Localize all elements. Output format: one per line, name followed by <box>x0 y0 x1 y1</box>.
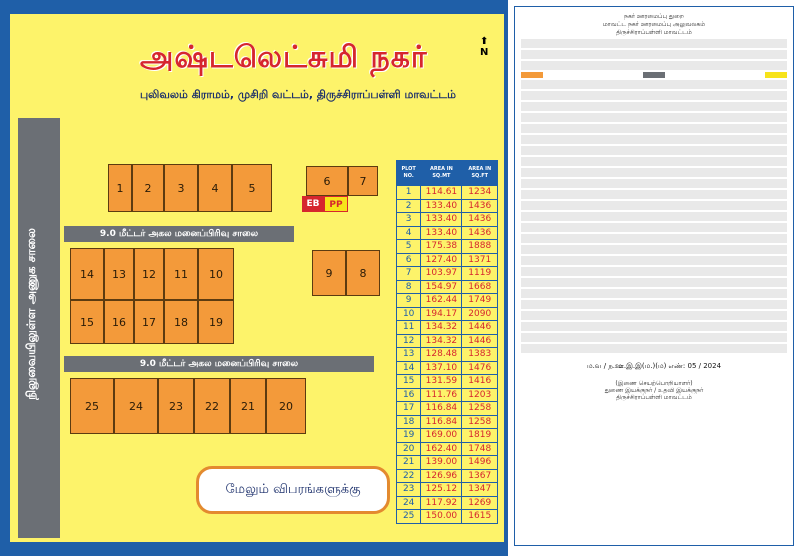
legend-row <box>521 72 787 78</box>
more-info-box <box>196 466 390 514</box>
sqmt-cell: 125.12 <box>421 483 462 497</box>
sqmt-cell: 194.17 <box>421 307 462 321</box>
internal-road-1: 9.0 மீட்டர் அகல மனைப்பிரிவு சாலை <box>64 226 294 242</box>
table-header-plot: PLOT NO. <box>397 161 421 186</box>
plot-number: 20 <box>279 399 293 413</box>
table-row <box>397 348 498 362</box>
sqft-cell: 1436 <box>462 226 498 240</box>
sqft-cell: 1436 <box>462 199 498 213</box>
plot-number: 13 <box>112 267 126 281</box>
text-line <box>521 168 787 177</box>
sqft-cell: 1748 <box>462 442 498 456</box>
plot[interactable] <box>132 164 164 212</box>
text-line <box>521 80 787 89</box>
plot-no-cell: 3 <box>397 213 421 227</box>
table-row <box>397 496 498 510</box>
text-line <box>521 113 787 122</box>
text-line <box>521 61 787 70</box>
sqmt-cell: 117.92 <box>421 496 462 510</box>
plot[interactable] <box>312 250 346 296</box>
table-row <box>397 186 498 200</box>
plan-subtitle: புலிவலம் கிராமம், முசிறி வட்டம், திருச்சிராப்பள்ளி மாவட்டம் <box>140 88 457 101</box>
plot-number: 23 <box>169 399 183 413</box>
table-row <box>397 375 498 389</box>
plot-number: 18 <box>174 315 188 329</box>
plot-no-cell: 8 <box>397 280 421 294</box>
dept-header-2: மாவட்ட நகர் ஊரமைப்பு அலுவலகம் <box>602 21 706 28</box>
table-row <box>397 361 498 375</box>
text-line <box>521 256 787 265</box>
plot[interactable] <box>70 300 104 344</box>
plot[interactable] <box>158 378 194 434</box>
text-line <box>521 179 787 188</box>
plot-number: 12 <box>142 267 156 281</box>
plot[interactable] <box>134 248 164 300</box>
sqft-cell: 1446 <box>462 321 498 335</box>
plot[interactable] <box>198 164 232 212</box>
sqft-cell: 1203 <box>462 388 498 402</box>
plot[interactable] <box>198 300 234 344</box>
plot-number: 21 <box>241 399 255 413</box>
plot[interactable] <box>346 250 380 296</box>
text-line <box>521 91 787 100</box>
text-line <box>521 267 787 276</box>
park-swatch <box>765 72 787 78</box>
plot[interactable] <box>108 164 132 212</box>
table-header-sqft: AREA IN SQ.FT <box>462 161 498 186</box>
signatory-1: (இணை செயற்பொறியாளர்) <box>615 380 693 387</box>
plot-swatch <box>521 72 543 78</box>
text-line <box>521 289 787 298</box>
plot-no-cell: 1 <box>397 186 421 200</box>
plot-no-cell: 19 <box>397 429 421 443</box>
table-row <box>397 334 498 348</box>
plot-no-cell: 10 <box>397 307 421 321</box>
plot-no-cell: 25 <box>397 510 421 524</box>
text-line <box>521 300 787 309</box>
sqft-cell: 1446 <box>462 334 498 348</box>
plot-number: 2 <box>144 181 152 195</box>
text-line <box>521 344 787 353</box>
plot-no-cell: 20 <box>397 442 421 456</box>
plot[interactable] <box>114 378 158 434</box>
plot[interactable] <box>164 300 198 344</box>
plot-no-cell: 5 <box>397 240 421 254</box>
plot-number: 6 <box>323 174 331 188</box>
plot[interactable] <box>164 164 198 212</box>
plot-no-cell: 17 <box>397 402 421 416</box>
plot[interactable] <box>198 248 234 300</box>
plot-number: 9 <box>325 266 333 280</box>
sqmt-cell: 133.40 <box>421 213 462 227</box>
sqmt-cell: 169.00 <box>421 429 462 443</box>
sqmt-cell: 116.84 <box>421 415 462 429</box>
plot[interactable] <box>194 378 230 434</box>
plot-number: 5 <box>248 181 256 195</box>
plot[interactable] <box>306 166 348 196</box>
text-line <box>521 212 787 221</box>
plot-number: 25 <box>85 399 99 413</box>
table-row <box>397 442 498 456</box>
signatory-2: துணை இயக்குநர் / உதவி இயக்குநர் <box>604 387 704 394</box>
table-row <box>397 199 498 213</box>
table-row <box>397 510 498 524</box>
dept-header-3: திருச்சிராப்பள்ளி மாவட்டம் <box>616 29 692 36</box>
sqft-cell: 1819 <box>462 429 498 443</box>
plot-no-cell: 6 <box>397 253 421 267</box>
table-row <box>397 483 498 497</box>
plot-number: 24 <box>129 399 143 413</box>
plot-no-cell: 21 <box>397 456 421 470</box>
plan-title: அஷ்டலெட்சுமி நகர் <box>140 40 428 75</box>
table-row <box>397 469 498 483</box>
plot[interactable] <box>230 378 266 434</box>
sqmt-cell: 127.40 <box>421 253 462 267</box>
north-label: N <box>480 47 489 58</box>
plot-no-cell: 9 <box>397 294 421 308</box>
text-line <box>521 322 787 331</box>
sqmt-cell: 116.84 <box>421 402 462 416</box>
plot-number: 14 <box>80 267 94 281</box>
plot-no-cell: 15 <box>397 375 421 389</box>
sqmt-cell: 133.40 <box>421 199 462 213</box>
sqmt-cell: 150.00 <box>421 510 462 524</box>
text-line <box>521 157 787 166</box>
table-row <box>397 321 498 335</box>
sqft-cell: 1888 <box>462 240 498 254</box>
text-line <box>521 146 787 155</box>
table-row <box>397 307 498 321</box>
plot[interactable] <box>104 248 134 300</box>
plot-number: 17 <box>142 315 156 329</box>
sqft-cell: 1258 <box>462 415 498 429</box>
text-line <box>521 223 787 232</box>
plot-no-cell: 16 <box>397 388 421 402</box>
plot-number: 19 <box>209 315 223 329</box>
plot-number: 15 <box>80 315 94 329</box>
plot[interactable] <box>232 164 272 212</box>
eb-tag: EB <box>302 196 324 212</box>
table-row <box>397 280 498 294</box>
table-row <box>397 267 498 281</box>
plot-no-cell: 2 <box>397 199 421 213</box>
plot-number: 16 <box>112 315 126 329</box>
text-line <box>521 201 787 210</box>
plot[interactable] <box>104 300 134 344</box>
plot[interactable] <box>70 378 114 434</box>
plot-no-cell: 12 <box>397 334 421 348</box>
table-row <box>397 213 498 227</box>
plot-number: 11 <box>174 267 188 281</box>
plot-number: 3 <box>177 181 185 195</box>
sqmt-cell: 111.76 <box>421 388 462 402</box>
plot-number: 10 <box>209 267 223 281</box>
sqft-cell: 1347 <box>462 483 498 497</box>
sqmt-cell: 126.96 <box>421 469 462 483</box>
sqmt-cell: 137.10 <box>421 361 462 375</box>
text-line <box>521 333 787 342</box>
text-line <box>521 39 787 48</box>
sqmt-cell: 175.38 <box>421 240 462 254</box>
plot[interactable] <box>266 378 306 434</box>
reference-number: ம.வ / ந.ஊ.இ.இ(ம.)(ம) எண்: 05 / 2024 <box>586 362 722 370</box>
notes-panel <box>508 0 800 556</box>
sqmt-cell: 131.59 <box>421 375 462 389</box>
table-row <box>397 429 498 443</box>
sqmt-cell: 162.44 <box>421 294 462 308</box>
table-row <box>397 456 498 470</box>
sqmt-cell: 162.40 <box>421 442 462 456</box>
sqft-cell: 2090 <box>462 307 498 321</box>
table-row <box>397 226 498 240</box>
text-line <box>521 135 787 144</box>
sqmt-cell: 103.97 <box>421 267 462 281</box>
plot[interactable] <box>70 248 104 300</box>
table-row <box>397 240 498 254</box>
table-row <box>397 253 498 267</box>
sqft-cell: 1749 <box>462 294 498 308</box>
plot-no-cell: 14 <box>397 361 421 375</box>
sqft-cell: 1436 <box>462 213 498 227</box>
sqft-cell: 1234 <box>462 186 498 200</box>
plot[interactable] <box>164 248 198 300</box>
text-line <box>521 50 787 59</box>
plot[interactable] <box>134 300 164 344</box>
sqft-cell: 1615 <box>462 510 498 524</box>
text-line <box>521 311 787 320</box>
table-row <box>397 402 498 416</box>
table-row <box>397 415 498 429</box>
table-header-sqmt: AREA IN SQ.MT <box>421 161 462 186</box>
sqmt-cell: 114.61 <box>421 186 462 200</box>
notes-box <box>514 6 794 546</box>
internal-road-2: 9.0 மீட்டர் அகல மனைப்பிரிவு சாலை <box>64 356 374 372</box>
plot-no-cell: 11 <box>397 321 421 335</box>
sqft-cell: 1269 <box>462 496 498 510</box>
table-row <box>397 388 498 402</box>
dept-header-1: நகர் ஊரமைப்பு துறை <box>624 13 684 20</box>
sqft-cell: 1119 <box>462 267 498 281</box>
signatory-3: திருச்சிராப்பள்ளி மாவட்டம் <box>616 394 692 401</box>
sqmt-cell: 133.40 <box>421 226 462 240</box>
more-info-text: மேலும் விபரங்களுக்கு <box>225 482 361 497</box>
text-line <box>521 278 787 287</box>
pp-tag: PP <box>324 196 348 212</box>
text-line <box>521 190 787 199</box>
main-road-label: நிலுவையிலுள்ள அணுக சாலை <box>24 228 38 400</box>
sqmt-cell: 128.48 <box>421 348 462 362</box>
sqft-cell: 1668 <box>462 280 498 294</box>
area-table <box>396 160 498 524</box>
sqft-cell: 1258 <box>462 402 498 416</box>
sqmt-cell: 154.97 <box>421 280 462 294</box>
plot-no-cell: 18 <box>397 415 421 429</box>
plot-number: 1 <box>116 181 124 195</box>
sqmt-cell: 139.00 <box>421 456 462 470</box>
plot-no-cell: 24 <box>397 496 421 510</box>
plot-number: 7 <box>359 174 367 188</box>
north-arrow-icon: ⬆ N <box>480 36 489 58</box>
sqft-cell: 1367 <box>462 469 498 483</box>
sqft-cell: 1371 <box>462 253 498 267</box>
sqft-cell: 1416 <box>462 375 498 389</box>
plot-number: 22 <box>205 399 219 413</box>
plot-number: 4 <box>211 181 219 195</box>
text-line <box>521 245 787 254</box>
plot-no-cell: 7 <box>397 267 421 281</box>
sqft-cell: 1383 <box>462 348 498 362</box>
plot-no-cell: 4 <box>397 226 421 240</box>
sqft-cell: 1496 <box>462 456 498 470</box>
plot-no-cell: 22 <box>397 469 421 483</box>
plot-number: 8 <box>359 266 367 280</box>
main-road <box>18 118 60 538</box>
road-swatch <box>643 72 665 78</box>
sqmt-cell: 134.32 <box>421 334 462 348</box>
plot-no-cell: 13 <box>397 348 421 362</box>
plot[interactable] <box>348 166 378 196</box>
sqmt-cell: 134.32 <box>421 321 462 335</box>
text-line <box>521 124 787 133</box>
text-line <box>521 234 787 243</box>
sqft-cell: 1476 <box>462 361 498 375</box>
plot-no-cell: 23 <box>397 483 421 497</box>
text-line <box>521 102 787 111</box>
table-row <box>397 294 498 308</box>
